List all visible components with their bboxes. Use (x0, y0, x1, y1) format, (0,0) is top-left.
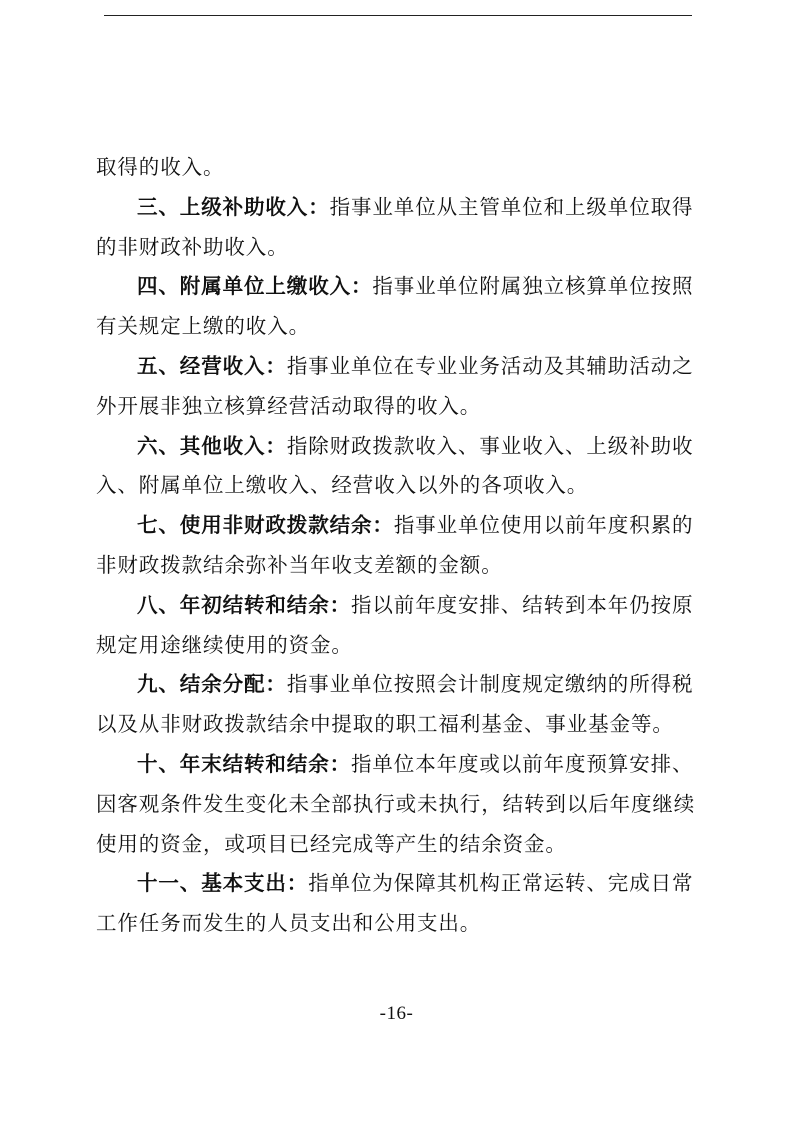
page-number: -16- (379, 1003, 414, 1024)
term-definition: 指单位为保障其机构正常运转、完成日常 (308, 871, 694, 896)
term-heading: 四、附属单位上缴收入： (137, 274, 373, 299)
term-definition: 指事业单位在专业业务活动及其辅助活动之 (286, 353, 694, 378)
paragraph-line (137, 427, 693, 467)
paragraph-line (137, 665, 693, 705)
paragraph-line (137, 506, 693, 546)
paragraph-line: 以及从非财政拨款结余中提取的职工福利基金、事业基金等。 (96, 712, 674, 737)
paragraph-line (137, 188, 693, 228)
paragraph-continuation (96, 148, 693, 188)
paragraph-surplus-distribution (96, 665, 694, 745)
paragraph-other-income (96, 427, 694, 507)
paragraph-line: 取得的收入。 (96, 155, 225, 179)
paragraph-line: 非财政拨款结余弥补当年收支差额的金额。 (96, 552, 503, 577)
term-definition: 指除财政拨款收入、事业收入、上级补助收 (286, 433, 694, 458)
term-heading: 十、年末结转和结余： (137, 751, 351, 776)
paragraph-superior-subsidy-income (96, 188, 694, 268)
paragraph-line (137, 586, 693, 626)
term-heading: 五、经营收入： (137, 353, 287, 378)
paragraph-line: 有关规定上缴的收入。 (96, 314, 310, 339)
term-definition: 指事业单位附属独立核算单位按照 (372, 274, 694, 299)
paragraph-operating-income (96, 347, 694, 427)
paragraph-basic-expenditure (96, 864, 694, 944)
paragraph-line (137, 347, 693, 387)
paragraph-opening-carryover (96, 586, 694, 666)
paragraph-line: 入、附属单位上缴收入、经营收入以外的各项收入。 (96, 473, 589, 498)
term-definition: 指事业单位按照会计制度规定缴纳的所得税 (286, 672, 694, 697)
paragraph-affiliate-remittance-income (96, 267, 694, 347)
paragraph-line: 的非财政补助收入。 (96, 234, 289, 259)
term-heading: 十一、基本支出： (137, 871, 309, 896)
term-definition: 指单位本年度或以前年度预算安排、 (351, 751, 694, 776)
paragraph-line: 因客观条件发生变化未全部执行或未执行，结转到以后年度继续 (96, 791, 696, 816)
paragraph-closing-carryover (96, 745, 696, 864)
paragraph-line: 工作任务而发生的人员支出和公用支出。 (96, 911, 482, 936)
term-definition: 指事业单位使用以前年度积累的 (393, 513, 694, 538)
paragraph-line (137, 745, 693, 785)
term-heading: 三、上级补助收入： (137, 194, 330, 219)
term-heading: 七、使用非财政拨款结余： (137, 513, 394, 538)
paragraph-line (137, 267, 693, 307)
term-definition: 指以前年度安排、结转到本年仍按原 (351, 592, 694, 617)
header-rule (104, 15, 692, 16)
term-definition: 指事业单位从主管单位和上级单位取得 (329, 194, 694, 219)
paragraph-line: 外开展非独立核算经营活动取得的收入。 (96, 393, 482, 418)
paragraph-line (137, 864, 693, 904)
term-heading: 六、其他收入： (137, 433, 287, 458)
document-body (96, 148, 696, 944)
term-heading: 八、年初结转和结余： (137, 592, 351, 617)
paragraph-line: 使用的资金，或项目已经完成等产生的结余资金。 (96, 831, 567, 856)
term-heading: 九、结余分配： (137, 672, 287, 697)
paragraph-line: 规定用途继续使用的资金。 (96, 632, 353, 657)
paragraph-non-fiscal-surplus-use (96, 506, 694, 586)
